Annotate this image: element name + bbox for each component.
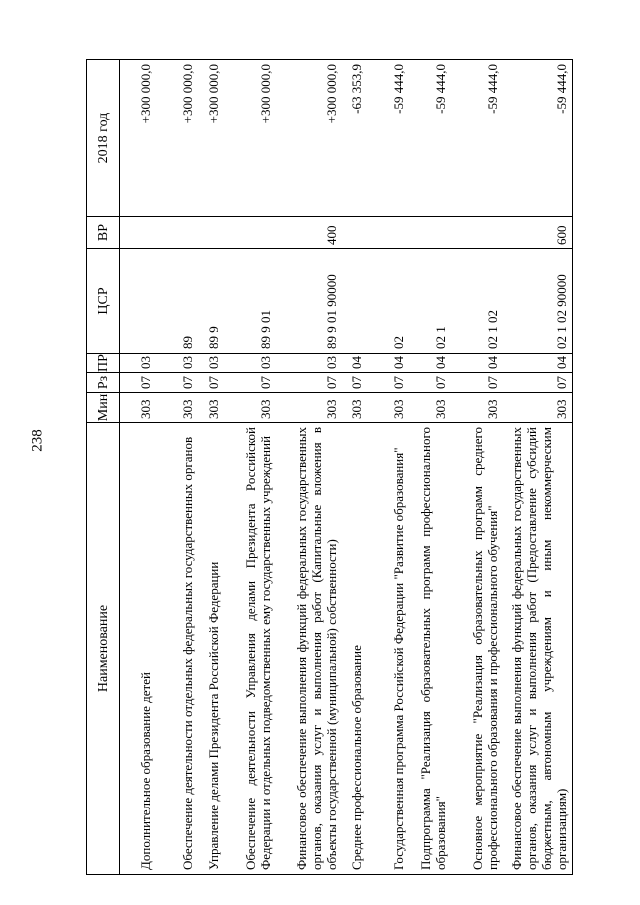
row-pr: 04: [367, 354, 409, 373]
table-row: [120, 60, 156, 875]
row-pr: 03: [198, 354, 224, 373]
table-row: [224, 60, 276, 875]
row-amount: +300 000,0: [224, 60, 276, 217]
header-name: Наименование: [87, 423, 120, 875]
header-pr: ПР: [87, 354, 120, 373]
row-vr: [156, 217, 198, 249]
row-rz: 07: [120, 373, 156, 393]
table-row: [409, 60, 451, 875]
row-vr: [342, 217, 367, 249]
row-csr: 89 9 01 90000: [276, 249, 342, 354]
row-csr: 02 1 02 90000: [503, 249, 573, 354]
row-vr: [409, 217, 451, 249]
row-name: Финансовое обеспечение выполнения функций федеральных государственных органов, оказания услуг и выполнения работ (Капитальные вложения в объекты государственной (муниципальной) собственности): [276, 423, 342, 875]
row-rz: 07: [224, 373, 276, 393]
row-rz: 07: [409, 373, 451, 393]
row-min: 303: [409, 393, 451, 423]
rotated-page: [86, 60, 620, 875]
header-vr: ВР: [87, 217, 120, 249]
row-rz: 07: [451, 373, 503, 393]
row-vr: [224, 217, 276, 249]
row-rz: 07: [367, 373, 409, 393]
row-csr: 02 1 02: [451, 249, 503, 354]
header-year: 2018 год: [87, 60, 120, 217]
row-amount: +300 000,0: [156, 60, 198, 217]
table-row: [342, 60, 367, 875]
row-csr: 02: [367, 249, 409, 354]
row-name: Основное мероприятие "Реализация образовательных программ среднего профессионального образования и профессионального обучения": [451, 423, 503, 875]
row-vr: [451, 217, 503, 249]
page-number: 238: [29, 429, 46, 452]
row-vr: 600: [503, 217, 573, 249]
table-row: [198, 60, 224, 875]
header-min: Мин: [87, 393, 120, 423]
row-amount: -59 444,0: [451, 60, 503, 217]
row-pr: 03: [224, 354, 276, 373]
row-min: 303: [451, 393, 503, 423]
row-name: Среднее профессиональное образование: [342, 423, 367, 875]
table-row: [503, 60, 573, 875]
row-min: 303: [120, 393, 156, 423]
row-pr: 04: [503, 354, 573, 373]
row-min: 303: [342, 393, 367, 423]
row-amount: +300 000,0: [198, 60, 224, 217]
row-min: 303: [367, 393, 409, 423]
row-name: Дополнительное образование детей: [120, 423, 156, 875]
header-rz: Рз: [87, 373, 120, 393]
table-row: [367, 60, 409, 875]
table-header-row: [87, 60, 120, 875]
row-amount: -63 353,9: [342, 60, 367, 217]
row-csr: [342, 249, 367, 354]
row-amount: -59 444,0: [409, 60, 451, 217]
row-amount: +300 000,0: [276, 60, 342, 217]
row-vr: [198, 217, 224, 249]
row-name: Управление делами Президента Российской Федерации: [198, 423, 224, 875]
row-csr: [120, 249, 156, 354]
row-pr: 04: [409, 354, 451, 373]
row-vr: [367, 217, 409, 249]
table-row: [276, 60, 342, 875]
row-name: Обеспечение деятельности отдельных федеральных государственных органов: [156, 423, 198, 875]
row-min: 303: [156, 393, 198, 423]
row-name: Подпрограмма "Реализация образовательных программ профессионального образования": [409, 423, 451, 875]
row-vr: 400: [276, 217, 342, 249]
row-pr: 03: [120, 354, 156, 373]
row-rz: 07: [198, 373, 224, 393]
row-csr: 89: [156, 249, 198, 354]
row-csr: 02 1: [409, 249, 451, 354]
row-rz: 07: [503, 373, 573, 393]
row-rz: 07: [156, 373, 198, 393]
table-row: [451, 60, 503, 875]
row-min: 303: [503, 393, 573, 423]
row-amount: -59 444,0: [503, 60, 573, 217]
row-amount: -59 444,0: [367, 60, 409, 217]
row-pr: 04: [342, 354, 367, 373]
row-name: Финансовое обеспечение выполнения функций федеральных государственных органов, оказания услуг и выполнения работ (Предоставление субсидий бюджетным, автономным учреждениям и иным некоммерческим организациям): [503, 423, 573, 875]
row-csr: 89 9 01: [224, 249, 276, 354]
row-name: Государственная программа Российской Федерации "Развитие образования": [367, 423, 409, 875]
header-csr: ЦСР: [87, 249, 120, 354]
row-amount: +300 000,0: [120, 60, 156, 217]
row-pr: 04: [451, 354, 503, 373]
row-csr: 89 9: [198, 249, 224, 354]
row-rz: 07: [342, 373, 367, 393]
budget-table: [86, 59, 573, 875]
row-pr: 03: [276, 354, 342, 373]
table-row: [156, 60, 198, 875]
row-min: 303: [198, 393, 224, 423]
row-name: Обеспечение деятельности Управления делами Президента Российской Федерации и отдельных подведомственных ему государственных учреждений: [224, 423, 276, 875]
row-min: 303: [276, 393, 342, 423]
row-pr: 03: [156, 354, 198, 373]
row-vr: [120, 217, 156, 249]
row-rz: 07: [276, 373, 342, 393]
row-min: 303: [224, 393, 276, 423]
